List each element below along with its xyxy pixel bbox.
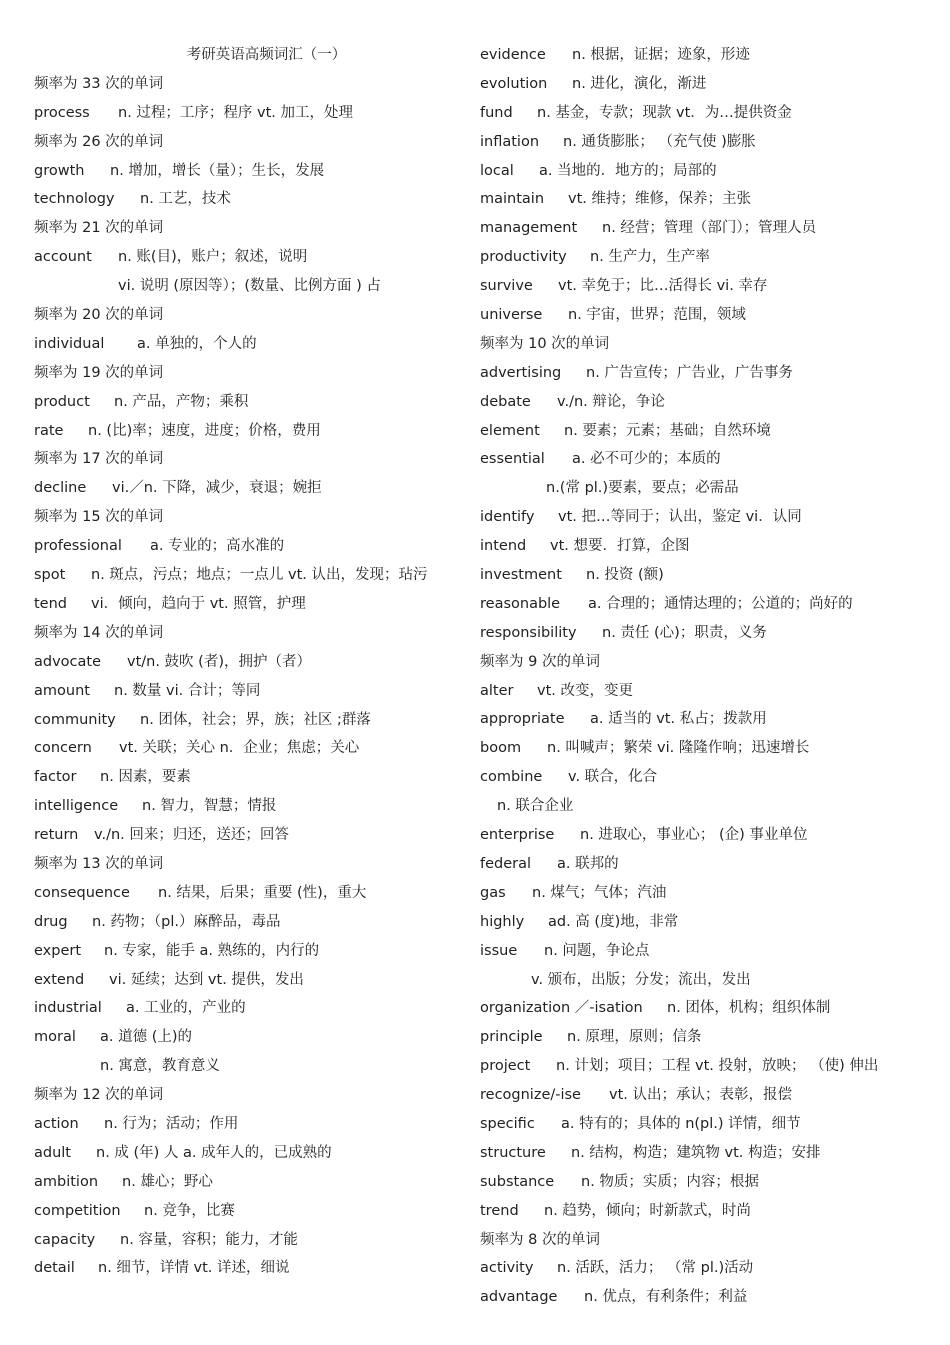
vocab-entry (34, 561, 459, 590)
vocab-word: individual (34, 335, 105, 352)
vocab-definition: n. 要素；元素；基础；自然环境 (564, 422, 771, 439)
vocab-entry (480, 1197, 930, 1226)
vocab-definition: n. (比)率；速度，进度；价格，费用 (88, 422, 321, 439)
vocab-entry (34, 648, 459, 677)
vocab-word: element (480, 422, 540, 439)
vocab-definition: n. 广告宣传；广告业，广告事务 (586, 364, 793, 381)
vocab-definition: vt. 改变，变更 (537, 682, 633, 699)
vocab-entry (34, 243, 459, 272)
vocab-entry (480, 937, 930, 966)
vocab-entry (34, 1110, 459, 1139)
vocab-entry (480, 445, 930, 474)
vocab-entry (480, 850, 930, 879)
vocab-entry (480, 1168, 930, 1197)
vocab-definition: vt. 关联；关心 n．企业；焦虑；关心 (119, 740, 360, 757)
vocab-definition: vi.／n. 下降，减少，衰退；婉拒 (112, 480, 322, 497)
vocab-entry (480, 70, 930, 99)
frequency-heading: 频率为 10 次的单词 (480, 335, 610, 352)
vocab-word: industrial (34, 1000, 102, 1017)
vocab-word: decline (34, 480, 87, 497)
vocab-definition: n. 成 (年) 人 a. 成年人的，已成熟的 (96, 1144, 332, 1161)
vocab-word: productivity (480, 249, 567, 266)
vocab-entry (34, 388, 459, 417)
vocab-word: growth (34, 162, 85, 179)
vocab-entry (480, 1254, 930, 1283)
vocab-word: tend (34, 595, 68, 612)
vocab-definition: n. 斑点，污点；地点；一点儿 vt. 认出，发现；玷污 (91, 567, 428, 584)
vocab-word: advantage (480, 1289, 558, 1306)
vocab-word: return (34, 827, 79, 844)
vocab-word: competition (34, 1202, 121, 1219)
left-column (34, 41, 459, 1283)
vocab-word: spot (34, 567, 66, 584)
vocab-definition: n. 进化，演化，渐进 (572, 75, 707, 92)
vocab-entry (34, 966, 459, 995)
vocab-word: identify (480, 509, 535, 526)
vocab-definition: n. 投资 (额) (586, 567, 664, 584)
vocab-entry (480, 503, 930, 532)
vocab-entry (480, 677, 930, 706)
vocab-entry (480, 590, 930, 619)
vocab-entry (480, 301, 930, 330)
vocab-word: specific (480, 1115, 535, 1132)
vocab-entry (480, 1139, 930, 1168)
vocab-definition: n. 计划；项目；工程 vt. 投射，放映； （使) 伸出 (556, 1058, 879, 1075)
right-entry-list (480, 41, 930, 1312)
vocab-entry (34, 1254, 459, 1283)
vocab-word: alter (480, 682, 514, 699)
vocab-word: survive (480, 278, 533, 295)
vocab-word: substance (480, 1173, 555, 1190)
vocab-definition: a. 专业的；高水准的 (150, 538, 285, 555)
vocab-entry (34, 185, 459, 214)
vocab-word: product (34, 393, 90, 410)
frequency-heading: 频率为 20 次的单词 (34, 307, 164, 324)
vocab-definition: n. 问题，争论点 (544, 942, 650, 959)
vocab-definition: n. 宇宙，世界；范围，领域 (568, 307, 746, 324)
vocab-definition: a. 联邦的 (557, 855, 619, 872)
vocab-word: enterprise (480, 827, 555, 844)
vocab-entry (480, 128, 930, 157)
vocab-definition: v. 联合，化合 (568, 769, 658, 786)
vocab-word: highly (480, 913, 525, 930)
vocab-definition: n. 优点，有利条件；利益 (584, 1289, 748, 1306)
vocab-word: process (34, 104, 90, 121)
vocab-definition: n. 雄心；野心 (122, 1173, 213, 1190)
vocab-entry (34, 417, 459, 446)
vocab-definition: n. 基金，专款；现款 vt．为…提供资金 (537, 104, 792, 121)
vocab-definition: vt. 维持；维修，保养；主张 (568, 191, 751, 208)
vocab-entry (480, 994, 930, 1023)
vocab-word: intend (480, 538, 527, 555)
vocab-entry (480, 561, 930, 590)
vocab-word: account (34, 249, 92, 266)
frequency-heading: 频率为 14 次的单词 (34, 624, 164, 641)
vocab-entry (34, 763, 459, 792)
vocab-entry (34, 937, 459, 966)
vocab-word: maintain (480, 191, 545, 208)
vocab-entry (480, 185, 930, 214)
vocab-word: rate (34, 422, 64, 439)
vocab-entry (34, 99, 459, 128)
vocab-word: professional (34, 538, 122, 555)
vocab-definition: n. 增加，增长（量）；生长，发展 (110, 162, 325, 179)
definition-continuation: n.(常 pl.)要素，要点；必需品 (546, 480, 739, 497)
frequency-heading: 频率为 15 次的单词 (34, 509, 164, 526)
vocab-word: reasonable (480, 595, 561, 612)
frequency-heading: 频率为 19 次的单词 (34, 364, 164, 381)
vocab-word: management (480, 220, 578, 237)
frequency-heading: 频率为 33 次的单词 (34, 75, 164, 92)
vocab-word: factor (34, 769, 77, 786)
vocab-entry (480, 243, 930, 272)
definition-continuation: n. 联合企业 (497, 798, 574, 815)
vocab-entry (480, 705, 930, 734)
vocab-definition: n. 趋势，倾向；时新款式，时尚 (544, 1202, 751, 1219)
vocab-word: evidence (480, 47, 546, 63)
vocab-entry (480, 359, 930, 388)
vocab-entry (34, 879, 459, 908)
vocab-word: federal (480, 855, 532, 872)
vocab-word: ambition (34, 1173, 99, 1190)
vocab-definition: n. 工艺，技术 (140, 191, 231, 208)
vocab-entry (34, 908, 459, 937)
vocab-entry (480, 214, 930, 243)
vocab-definition: n. 根据，证据；迹象，形迹 (572, 47, 750, 63)
vocab-entry (34, 474, 459, 503)
vocab-definition: a. 道德 (上)的 (100, 1029, 193, 1046)
vocab-entry (34, 792, 459, 821)
vocab-definition: n. 行为；活动；作用 (104, 1115, 239, 1132)
left-entry-list (34, 70, 459, 1283)
vocab-entry (34, 1197, 459, 1226)
definition-continuation: n. 寓意，教育意义 (100, 1058, 220, 1075)
vocab-word: concern (34, 740, 92, 757)
vocab-definition: n. 通货膨胀； （充气使 )膨胀 (563, 133, 756, 150)
vocab-entry (480, 1110, 930, 1139)
vocab-definition: a. 单独的，个人的 (137, 335, 257, 352)
vocab-entry (480, 619, 930, 648)
vocab-definition: n. 结果，后果；重要 (性)，重大 (158, 884, 367, 901)
document-title: 考研英语高频词汇（一） (186, 47, 347, 63)
vocab-definition: v./n. 回来；归还，送还；回答 (94, 827, 289, 844)
vocab-definition: n. 生产力，生产率 (590, 249, 710, 266)
vocab-word: community (34, 711, 116, 728)
vocab-definition: n. 经营；管理（部门）；管理人员 (602, 220, 817, 237)
vocab-word: trend (480, 1202, 519, 1219)
vocab-word: project (480, 1058, 531, 1075)
frequency-heading: 频率为 8 次的单词 (480, 1231, 600, 1248)
vocab-entry (34, 677, 459, 706)
vocab-entry (480, 1052, 930, 1081)
vocab-entry (34, 994, 459, 1023)
vocab-entry (480, 1023, 930, 1052)
frequency-heading: 频率为 21 次的单词 (34, 220, 164, 237)
vocab-word: recognize/-ise (480, 1087, 581, 1104)
vocab-entry (34, 1226, 459, 1255)
vocab-word: advocate (34, 653, 102, 670)
frequency-heading: 频率为 26 次的单词 (34, 133, 164, 150)
vocab-word: activity (480, 1260, 534, 1277)
vocab-entry (34, 157, 459, 186)
vocab-word: extend (34, 971, 85, 988)
vocab-entry (480, 1081, 930, 1110)
vocab-entry (480, 908, 930, 937)
vocab-word: detail (34, 1260, 75, 1277)
vocab-entry (480, 157, 930, 186)
vocab-definition: ad. 高 (度)地，非常 (548, 913, 679, 930)
vocab-entry (34, 734, 459, 763)
vocab-definition: n. 药物；（pl.）麻醉品，毒品 (92, 913, 281, 930)
vocab-word: universe (480, 307, 543, 324)
frequency-heading: 频率为 12 次的单词 (34, 1087, 164, 1104)
vocab-definition: n. 产品，产物；乘积 (114, 393, 249, 410)
vocab-definition: vt/n. 鼓吹 (者)，拥护（者） (127, 653, 311, 670)
vocab-definition: vt. 想要．打算，企图 (550, 538, 690, 555)
vocab-definition: vt. 把…等同于；认出，鉴定 vi．认同 (558, 509, 802, 526)
vocab-word: intelligence (34, 798, 119, 815)
vocab-definition: n. 过程；工序；程序 vt. 加工，处理 (118, 104, 354, 121)
vocab-word: appropriate (480, 711, 565, 728)
vocab-word: responsibility (480, 624, 577, 641)
vocab-word: inflation (480, 133, 540, 150)
vocab-definition: a. 必不可少的；本质的 (572, 451, 721, 468)
vocab-word: drug (34, 913, 68, 930)
vocab-entry (480, 99, 930, 128)
vocab-entry (480, 734, 930, 763)
vocab-word: local (480, 162, 514, 179)
vocab-word: expert (34, 942, 82, 959)
vocab-word: issue (480, 942, 518, 959)
vocab-entry (480, 763, 930, 792)
right-column (480, 41, 930, 1312)
vocab-definition: n. 原理，原则；信条 (567, 1029, 702, 1046)
vocab-definition: n. 物质；实质；内容；根据 (581, 1173, 759, 1190)
vocab-definition: a. 当地的．地方的；局部的 (539, 162, 717, 179)
vocab-definition: n. 竞争，比赛 (144, 1202, 235, 1219)
vocab-definition: v./n. 辩论，争论 (557, 393, 665, 410)
vocab-definition: a. 工业的，产业的 (126, 1000, 246, 1017)
vocab-word: combine (480, 769, 543, 786)
vocab-definition: n. 叫喊声；繁荣 vi. 隆隆作响；迅速增长 (547, 740, 810, 757)
vocab-entry (480, 879, 930, 908)
vocab-definition: vt. 幸免于；比…活得长 vi. 幸存 (558, 278, 768, 295)
vocab-definition: n. 专家，能手 a. 熟练的，内行的 (104, 942, 320, 959)
vocab-definition: n. 煤气；气体；汽油 (532, 884, 667, 901)
vocab-definition: vi．倾向，趋向于 vt. 照管，护理 (91, 595, 306, 612)
vocab-word: action (34, 1115, 79, 1132)
vocab-word: evolution (480, 75, 548, 92)
vocab-word: principle (480, 1029, 543, 1046)
definition-continuation: vi. 说明 (原因等）；(数量、比例方面 ) 占 (118, 278, 381, 295)
vocab-entry (34, 1023, 459, 1052)
vocab-entry (34, 1168, 459, 1197)
vocab-entry (34, 330, 459, 359)
vocab-definition: a. 合理的；通情达理的；公道的；尚好的 (588, 595, 853, 612)
frequency-heading: 频率为 17 次的单词 (34, 451, 164, 468)
vocab-definition: vi. 延续；达到 vt. 提供，发出 (109, 971, 304, 988)
vocab-entry (480, 1283, 930, 1312)
vocab-word: investment (480, 567, 562, 584)
vocab-entry (480, 388, 930, 417)
vocab-definition: n. 容量，容积；能力，才能 (120, 1231, 298, 1248)
vocab-definition: a. 适当的 vt. 私占；拨款用 (590, 711, 767, 728)
vocab-definition: n. 进取心，事业心； (企) 事业单位 (580, 827, 808, 844)
vocab-word: essential (480, 451, 545, 468)
vocab-definition: n. 团体，社会；界，族；社区 ;群落 (140, 711, 371, 728)
vocab-entry (480, 272, 930, 301)
vocab-definition: n. 责任 (心)；职责，义务 (602, 624, 767, 641)
vocab-definition: n. 结构，构造；建筑物 vt. 构造；安排 (571, 1144, 821, 1161)
vocab-word: technology (34, 191, 115, 208)
vocab-definition: n. 细节，详情 vt. 详述，细说 (98, 1260, 290, 1277)
vocab-word: structure (480, 1144, 546, 1161)
vocab-definition: n. 团体，机构；组织体制 (667, 1000, 831, 1017)
vocab-word: boom (480, 740, 522, 757)
vocab-definition: n. 账(目)，账户；叙述，说明 (118, 249, 308, 266)
vocab-entry (480, 821, 930, 850)
vocab-word: moral (34, 1029, 76, 1046)
vocab-definition: n. 智力，智慧；情报 (142, 798, 277, 815)
vocab-entry (34, 590, 459, 619)
definition-continuation: v. 颁布，出版；分发；流出，发出 (531, 971, 751, 988)
vocab-word: gas (480, 884, 506, 901)
vocab-definition: vt. 认出；承认；表彰，报偿 (609, 1087, 792, 1104)
vocab-word: advertising (480, 364, 562, 381)
vocab-word: consequence (34, 884, 130, 901)
vocab-definition: a. 特有的；具体的 n(pl.) 详情，细节 (561, 1115, 801, 1132)
vocab-definition: n. 活跃，活力； （常 pl.)活动 (557, 1260, 754, 1277)
vocab-word: debate (480, 393, 531, 410)
vocab-word: organization ／-isation (480, 1000, 643, 1017)
vocab-entry (480, 41, 930, 70)
vocab-entry (34, 1139, 459, 1168)
frequency-heading: 频率为 9 次的单词 (480, 653, 600, 670)
vocab-word: amount (34, 682, 90, 699)
vocab-word: capacity (34, 1231, 96, 1248)
vocab-word: adult (34, 1144, 71, 1161)
vocab-word: fund (480, 104, 513, 121)
frequency-heading: 频率为 13 次的单词 (34, 855, 164, 872)
vocab-definition: n. 数量 vi. 合计；等同 (114, 682, 261, 699)
vocab-definition: n. 因素，要素 (100, 769, 191, 786)
vocab-entry (34, 821, 459, 850)
vocab-entry (34, 706, 459, 735)
vocab-entry (34, 532, 459, 561)
vocab-entry (480, 532, 930, 561)
vocab-entry (480, 417, 930, 446)
